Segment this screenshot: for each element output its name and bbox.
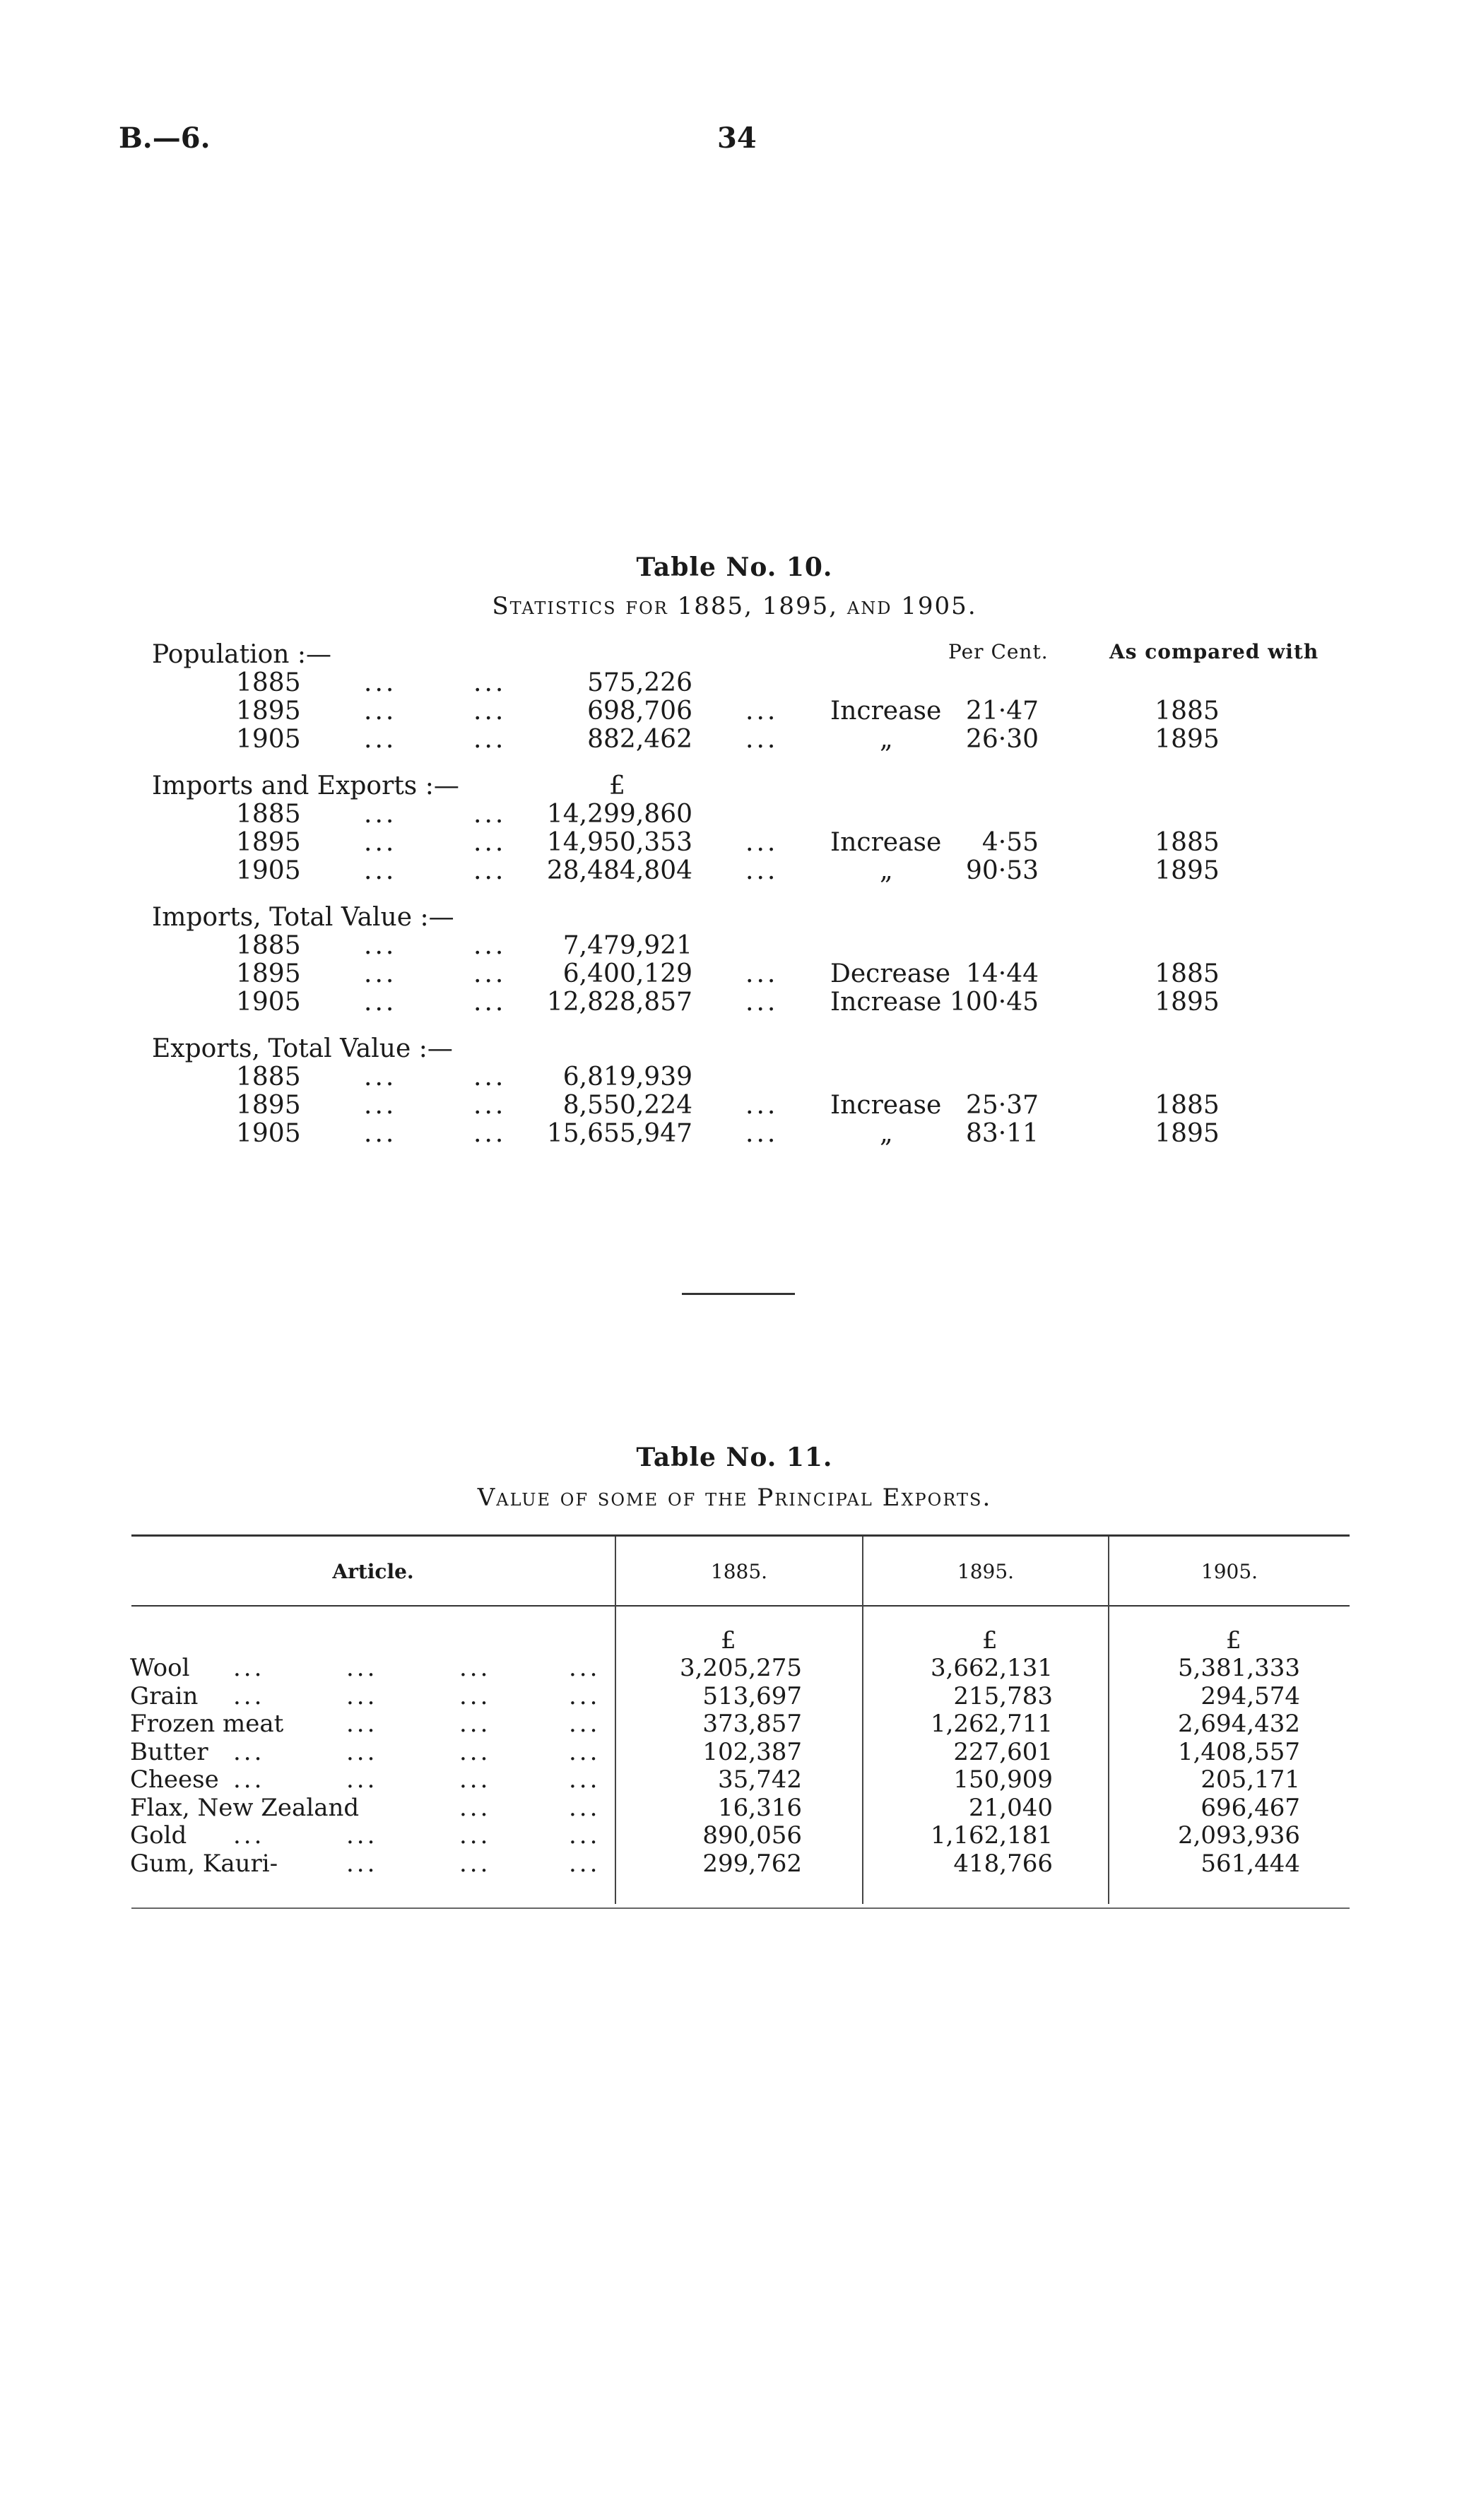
table11-dots: ... xyxy=(346,1765,378,1794)
table10-dots: ... xyxy=(364,800,397,829)
table10-dots: ... xyxy=(364,1119,397,1148)
table10-dots: ... xyxy=(364,828,397,857)
table10-section-heading: Imports, Total Value :— xyxy=(152,903,454,932)
table10-dots: ... xyxy=(473,931,507,960)
table10-section-heading: Exports, Total Value :— xyxy=(152,1034,453,1063)
table10-dots: ... xyxy=(473,988,507,1017)
table10-compared-year: 1885 xyxy=(1155,697,1220,726)
table10-value: 14,299,860 xyxy=(546,800,692,829)
table11-column-divider xyxy=(615,1537,616,1904)
table10-compared-year: 1885 xyxy=(1155,959,1220,988)
table10-year: 1895 xyxy=(236,1091,301,1120)
table10-dots: ... xyxy=(473,668,507,697)
table11-dots: ... xyxy=(569,1850,601,1878)
table10-value: 8,550,224 xyxy=(562,1091,692,1120)
table11-pound-1885: £ xyxy=(721,1626,736,1655)
table11-pound-1895: £ xyxy=(982,1626,998,1655)
table11-dots: ... xyxy=(346,1738,378,1766)
table10-percent: 14·44 xyxy=(965,959,1039,988)
table11-value-1895: 1,162,181 xyxy=(930,1821,1053,1850)
table10-value: 575,226 xyxy=(587,668,692,697)
table11-article: Grain xyxy=(130,1682,199,1710)
table11-dots: ... xyxy=(233,1821,265,1850)
table10-year: 1895 xyxy=(236,828,301,857)
table10-subtitle: Statistics for 1885, 1895, and 1905. xyxy=(492,592,977,620)
table10-pound-sign: £ xyxy=(609,771,625,800)
page-number: 34 xyxy=(717,122,757,155)
table10-dots: ... xyxy=(364,668,397,697)
table10-dots: ... xyxy=(473,1091,507,1120)
table11-value-1895: 227,601 xyxy=(953,1738,1053,1766)
table10-value: 28,484,804 xyxy=(546,856,692,885)
table11-value-1895: 150,909 xyxy=(953,1765,1053,1794)
table11-header-rule xyxy=(131,1605,1350,1607)
table10-change: Increase xyxy=(830,988,942,1017)
table10-compared-year: 1895 xyxy=(1155,1119,1220,1148)
table11-value-1885: 299,762 xyxy=(702,1850,802,1878)
table11-value-1895: 1,262,711 xyxy=(930,1710,1053,1738)
table10-compared-year: 1895 xyxy=(1155,725,1220,754)
table10-dots: ... xyxy=(473,959,507,988)
document-reference: B.—6. xyxy=(119,122,211,155)
table11-header-1905: 1905. xyxy=(1200,1560,1258,1583)
table10-change: Increase xyxy=(830,697,942,726)
table11-article: Butter xyxy=(130,1738,208,1766)
table10-year: 1905 xyxy=(236,725,301,754)
table11-pound-1905: £ xyxy=(1226,1626,1241,1655)
table10-title: Table No. 10. xyxy=(636,552,833,582)
table10-dots: ... xyxy=(473,1119,507,1148)
table11-dots: ... xyxy=(459,1850,491,1878)
table11-dots: ... xyxy=(459,1794,491,1822)
table10-value: 698,706 xyxy=(587,697,692,726)
table10-percent: 90·53 xyxy=(965,856,1039,885)
table11-top-rule xyxy=(131,1534,1350,1537)
table11-value-1905: 696,467 xyxy=(1200,1794,1300,1822)
table10-dots: ... xyxy=(745,1091,779,1120)
table10-change: Increase xyxy=(830,1091,942,1120)
table10-section-heading: Population :— xyxy=(152,640,332,669)
table11-value-1905: 561,444 xyxy=(1200,1850,1300,1878)
table10-change: „ xyxy=(880,725,893,754)
table11-value-1905: 2,694,432 xyxy=(1177,1710,1300,1738)
table10-col-percent: Per Cent. xyxy=(948,640,1049,663)
table11-header-article: Article. xyxy=(332,1560,414,1583)
table11-dots: ... xyxy=(569,1794,601,1822)
table11-value-1885: 16,316 xyxy=(718,1794,802,1822)
table10-compared-year: 1885 xyxy=(1155,828,1220,857)
table10-section-heading: Imports and Exports :— xyxy=(152,771,459,800)
table11-subtitle: Value of some of the Principal Exports. xyxy=(477,1484,992,1512)
table11-dots: ... xyxy=(233,1682,265,1710)
table10-change: „ xyxy=(880,856,893,885)
table11-value-1885: 890,056 xyxy=(702,1821,802,1850)
table10-dots: ... xyxy=(364,959,397,988)
table11-header-1895: 1895. xyxy=(957,1560,1015,1583)
table10-dots: ... xyxy=(364,1091,397,1120)
table11-dots: ... xyxy=(346,1850,378,1878)
table10-value: 12,828,857 xyxy=(546,988,692,1017)
table11-value-1905: 294,574 xyxy=(1200,1682,1300,1710)
table10-year: 1885 xyxy=(236,931,301,960)
table10-dots: ... xyxy=(745,1119,779,1148)
table10-year: 1895 xyxy=(236,697,301,726)
table11-value-1885: 3,205,275 xyxy=(679,1654,802,1682)
table11-value-1885: 102,387 xyxy=(702,1738,802,1766)
table10-year: 1905 xyxy=(236,856,301,885)
table10-dots: ... xyxy=(364,856,397,885)
table11-dots: ... xyxy=(569,1682,601,1710)
table10-year: 1895 xyxy=(236,959,301,988)
table11-dots: ... xyxy=(569,1765,601,1794)
table11-dots: ... xyxy=(459,1682,491,1710)
table10-col-compared: As compared with xyxy=(1109,640,1319,663)
table11-dots: ... xyxy=(569,1710,601,1738)
table11-dots: ... xyxy=(233,1738,265,1766)
table11-dots: ... xyxy=(346,1682,378,1710)
table11-value-1885: 513,697 xyxy=(702,1682,802,1710)
table10-year: 1885 xyxy=(236,1063,301,1092)
table11-column-divider xyxy=(862,1537,863,1904)
table10-year: 1905 xyxy=(236,1119,301,1148)
table11-dots: ... xyxy=(569,1654,601,1682)
table10-value: 7,479,921 xyxy=(562,931,692,960)
table11-value-1885: 373,857 xyxy=(702,1710,802,1738)
table10-compared-year: 1885 xyxy=(1155,1091,1220,1120)
table11-value-1905: 2,093,936 xyxy=(1177,1821,1300,1850)
table11-value-1895: 21,040 xyxy=(969,1794,1053,1822)
table10-value: 882,462 xyxy=(587,725,692,754)
table10-dots: ... xyxy=(745,959,779,988)
table10-value: 6,819,939 xyxy=(562,1063,692,1092)
table10-dots: ... xyxy=(364,988,397,1017)
table11-dots: ... xyxy=(459,1738,491,1766)
table11-title: Table No. 11. xyxy=(636,1443,833,1472)
table10-dots: ... xyxy=(745,697,779,726)
table10-dots: ... xyxy=(473,856,507,885)
table11-dots: ... xyxy=(459,1765,491,1794)
table11-dots: ... xyxy=(459,1654,491,1682)
table11-header-1885: 1885. xyxy=(710,1560,768,1583)
table11-value-1895: 215,783 xyxy=(953,1682,1053,1710)
table10-dots: ... xyxy=(473,697,507,726)
table11-dots: ... xyxy=(346,1710,378,1738)
table11-value-1895: 3,662,131 xyxy=(930,1654,1053,1682)
table10-percent: 25·37 xyxy=(965,1091,1039,1120)
table11-value-1905: 5,381,333 xyxy=(1177,1654,1300,1682)
table10-year: 1905 xyxy=(236,988,301,1017)
table11-value-1895: 418,766 xyxy=(953,1850,1053,1878)
table11-article: Gold xyxy=(130,1821,187,1850)
table10-compared-year: 1895 xyxy=(1155,856,1220,885)
table10-dots: ... xyxy=(364,931,397,960)
table10-dots: ... xyxy=(473,800,507,829)
table10-dots: ... xyxy=(473,725,507,754)
table11-dots: ... xyxy=(459,1821,491,1850)
table10-year: 1885 xyxy=(236,668,301,697)
table10-dots: ... xyxy=(745,725,779,754)
table11-value-1885: 35,742 xyxy=(718,1765,802,1794)
table10-year: 1885 xyxy=(236,800,301,829)
table10-dots: ... xyxy=(364,725,397,754)
section-divider xyxy=(682,1293,795,1295)
table11-article: Cheese xyxy=(130,1765,219,1794)
table10-value: 14,950,353 xyxy=(546,828,692,857)
table11-value-1905: 1,408,557 xyxy=(1177,1738,1300,1766)
table11-column-divider xyxy=(1108,1537,1109,1904)
table11-dots: ... xyxy=(459,1710,491,1738)
table11-article: Gum, Kauri- xyxy=(130,1850,278,1878)
table10-dots: ... xyxy=(473,828,507,857)
table10-value: 6,400,129 xyxy=(562,959,692,988)
table11-dots: ... xyxy=(233,1765,265,1794)
table10-compared-year: 1895 xyxy=(1155,988,1220,1017)
table11-dots: ... xyxy=(569,1738,601,1766)
table10-percent: 21·47 xyxy=(965,697,1039,726)
table10-dots: ... xyxy=(745,988,779,1017)
table10-dots: ... xyxy=(745,828,779,857)
table10-value: 15,655,947 xyxy=(546,1119,692,1148)
table10-change: Decrease xyxy=(830,959,951,988)
table11-article: Frozen meat xyxy=(130,1710,284,1738)
table10-percent: 26·30 xyxy=(965,725,1039,754)
table11-article: Wool xyxy=(130,1654,190,1682)
table11-bottom-rule xyxy=(131,1907,1350,1909)
table11-dots: ... xyxy=(569,1821,601,1850)
table10-dots: ... xyxy=(364,697,397,726)
table11-dots: ... xyxy=(233,1654,265,1682)
table11-dots: ... xyxy=(346,1654,378,1682)
table10-percent: 83·11 xyxy=(965,1119,1039,1148)
table10-dots: ... xyxy=(364,1063,397,1092)
table11-article: Flax, New Zealand xyxy=(130,1794,360,1822)
table10-dots: ... xyxy=(745,856,779,885)
table10-dots: ... xyxy=(473,1063,507,1092)
table10-percent: 4·55 xyxy=(981,828,1039,857)
table10-change: „ xyxy=(880,1119,893,1148)
table10-change: Increase xyxy=(830,828,942,857)
table11-dots: ... xyxy=(346,1821,378,1850)
table10-percent: 100·45 xyxy=(950,988,1039,1017)
table11-value-1905: 205,171 xyxy=(1200,1765,1300,1794)
